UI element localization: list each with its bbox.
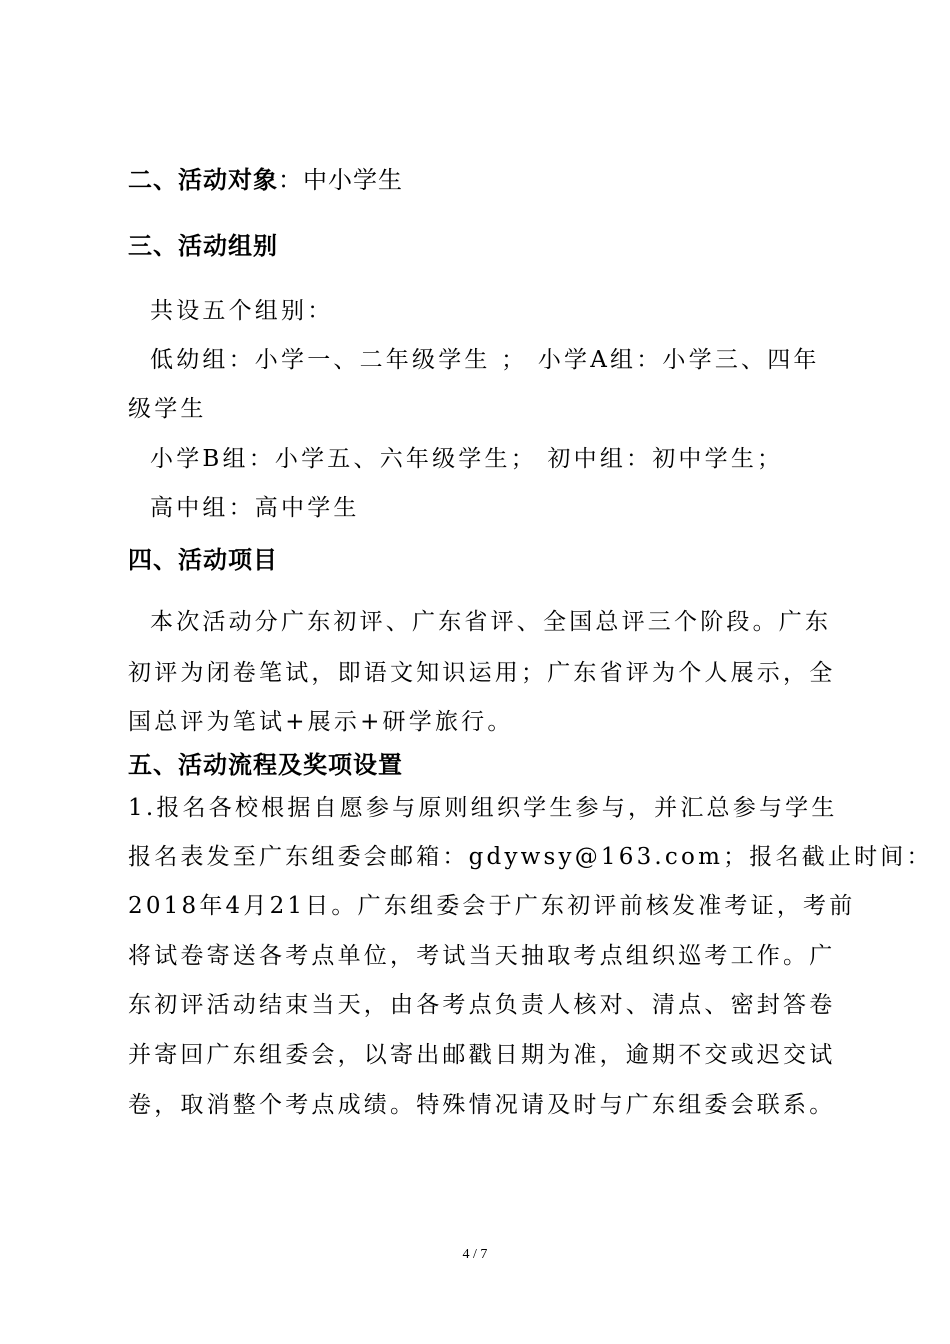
paragraph-line: 高中组：高中学生 [150,495,360,521]
section-heading-audience [128,160,403,195]
paragraph-line: 本次活动分广东初评、广东省评、全国总评三个阶段。广东 [150,609,832,635]
paragraph-line: 共设五个组别： [150,298,334,324]
paragraph-line: 初评为闭卷笔试，即语文知识运用；广东省评为个人展示，全 [128,660,836,686]
paragraph-line: 国总评为笔试+展示+研学旅行。 [128,709,514,735]
heading-text: 二、活动对象 [128,166,278,194]
paragraph-line: 2018年4月21日。广东组委会于广东初评前核发准考证，考前 [128,893,856,919]
section-heading-groups: 三、活动组别 [128,232,278,260]
paragraph-line: 并寄回广东组委会，以寄出邮戳日期为准，逾期不交或迟交试 [128,1042,836,1068]
paragraph-line: 级学生 [128,396,207,422]
section-heading-process: 五、活动流程及奖项设置 [128,751,403,779]
paragraph-line: 报名表发至广东组委会邮箱：gdywsy@163.com；报名截止时间： [128,844,933,870]
page-number: 4 / 7 [462,1247,488,1262]
paragraph-line: 小学B组：小学五、六年级学生； 初中组：初中学生； [150,446,784,472]
audience-value: ：中小学生 [278,166,403,194]
paragraph-line: 卷，取消整个考点成绩。特殊情况请及时与广东组委会联系。 [128,1092,836,1118]
paragraph-line: 东初评活动结束当天，由各考点负责人核对、清点、密封答卷 [128,992,836,1018]
section-heading-projects: 四、活动项目 [128,546,278,574]
paragraph-line: 将试卷寄送各考点单位，考试当天抽取考点组织巡考工作。广 [128,943,836,969]
paragraph-line: 1.报名各校根据自愿参与原则组织学生参与，并汇总参与学生 [128,795,838,821]
paragraph-line: 低幼组：小学一、二年级学生 ； 小学A组：小学三、四年 [150,347,820,373]
